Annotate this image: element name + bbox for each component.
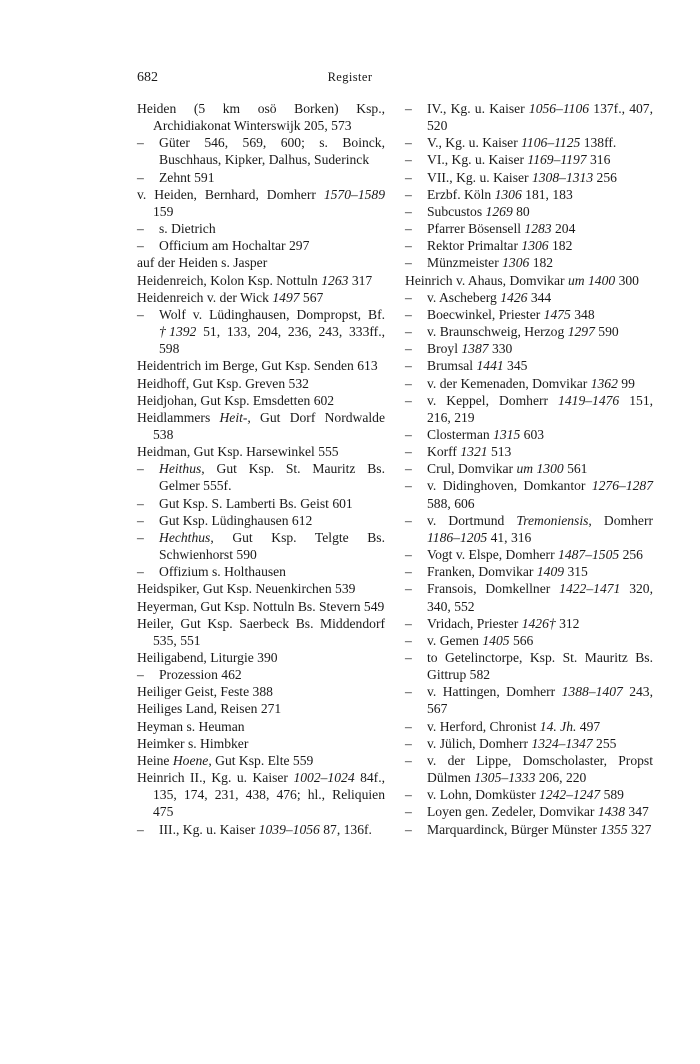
entry-text: Heyerman, Gut Ksp. Nottuln Bs. Stevern 549 [137, 598, 385, 614]
index-subentry [137, 134, 385, 168]
index-subentry [137, 495, 385, 512]
italic-text: 1269 [485, 203, 513, 219]
index-entry [137, 649, 385, 666]
entry-text: 345 [503, 358, 528, 374]
index-subentry [405, 392, 653, 426]
index-subentry [405, 460, 653, 477]
page-number: 682 [137, 70, 158, 85]
index-subentry [405, 426, 653, 443]
entry-text: Heidenreich v. der Wick [137, 289, 273, 305]
index-subentry [137, 529, 385, 563]
entry-text: III., Kg. u. Kaiser [159, 821, 259, 837]
italic-text: 1362 [590, 375, 618, 391]
entry-text: Heinrich II., Kg. u. Kaiser [137, 770, 294, 786]
entry-text: 561 [563, 461, 588, 477]
entry-text: 312 [555, 615, 580, 631]
index-subentry [137, 220, 385, 237]
index-subentry [405, 254, 653, 271]
index-subentry [137, 563, 385, 580]
entry-text: , Domherr [588, 512, 653, 528]
index-subentry [137, 169, 385, 186]
entry-text: 348 [570, 306, 595, 322]
index-entry [137, 735, 385, 752]
entry-text: IV., Kg. u. Kaiser [427, 101, 529, 116]
italic-text: 1306 [502, 255, 530, 271]
index-subentry [405, 443, 653, 460]
entry-text: 182 [529, 255, 554, 271]
index-entry [137, 375, 385, 392]
entry-text: Prozession 462 [159, 667, 242, 683]
italic-text: 1422–1471 [559, 581, 621, 597]
entry-text: 347 [625, 804, 649, 820]
entry-text: , Gut Dorf Nordwalde 538 [153, 409, 385, 442]
index-subentry [405, 340, 653, 357]
index-subentry [405, 546, 653, 563]
entry-text: Brumsal [427, 358, 477, 374]
entry-text: Güter 546, 569, 600; s. Boinck, Buschhaus, Kipker, Dalhus, Suderinck [159, 135, 385, 168]
italic-text: 1388–1407 [561, 684, 623, 700]
index-subentry [405, 237, 653, 254]
running-head: Register [327, 70, 373, 84]
index-subentry [405, 752, 653, 786]
entry-text: Heimker s. Himbker [137, 735, 249, 751]
entry-text: , Gut Ksp. Telgte Bs. Schwienhorst 590 [159, 529, 385, 563]
index-entry [137, 769, 385, 820]
entry-text: v. Lohn, Domküster [427, 787, 540, 803]
entry-text: Heiliges Land, Reisen 271 [137, 701, 282, 717]
entry-text: v. Hattingen, Domherr [427, 684, 562, 700]
italic-text: 1039–1056 [258, 821, 320, 837]
index-entry [137, 272, 385, 289]
entry-text: 138ff. [580, 135, 617, 151]
entry-text: Heidman, Gut Ksp. Harsewinkel 555 [137, 444, 339, 460]
italic-text: 1324–1347 [531, 735, 593, 751]
index-entry [137, 357, 385, 374]
index-subentry [405, 220, 653, 237]
entry-text: 204 [551, 221, 576, 237]
italic-text: 1283 [524, 221, 552, 237]
index-entry [137, 289, 385, 306]
entry-text: Rektor Primaltar [427, 238, 522, 254]
italic-text: Heit- [219, 409, 248, 425]
entry-text: Fransois, Domkellner [427, 581, 560, 597]
entry-text: 588, 606 [427, 495, 475, 511]
entry-text: v. Didinghoven, Domkantor [427, 478, 592, 494]
index-subentry [405, 100, 653, 134]
entry-text: 255 [592, 735, 617, 751]
index-subentry [405, 786, 653, 803]
entry-text: Heidhoff, Gut Ksp. Greven 532 [137, 375, 309, 391]
italic-text: 1186–1205 [427, 529, 488, 545]
entry-text: Gut Ksp. Lüdinghausen 612 [159, 512, 313, 528]
index-subentry [137, 821, 385, 838]
index-subentry [405, 803, 653, 820]
entry-text: Heyman s. Heuman [137, 718, 245, 734]
entry-text: Wolf v. Lüdinghausen, Dompropst, Bf. [159, 306, 385, 322]
index-subentry [137, 666, 385, 683]
entry-text: Offizium s. Holthausen [159, 564, 286, 580]
entry-text: 315 [564, 564, 588, 580]
entry-text: Franken, Domvikar [427, 564, 537, 580]
index-entry [137, 443, 385, 460]
entry-text: v. Jülich, Domherr [427, 735, 532, 751]
entry-text: Broyl [427, 341, 462, 357]
entry-text: Gut Ksp. S. Lamberti Bs. Geist 601 [159, 495, 353, 511]
italic-text: 1387 [461, 341, 489, 357]
italic-text: 1570–1589 [323, 186, 385, 202]
index-entry [137, 409, 385, 443]
italic-text: 1002–1024 [293, 770, 355, 786]
index-subentry [405, 289, 653, 306]
entry-text: 206, 220 [535, 770, 587, 786]
italic-text: 1305–1333 [474, 770, 536, 786]
italic-text: 1169–1197 [527, 152, 587, 168]
italic-text: 1306 [521, 238, 549, 254]
entry-text: v. Ascheberg [427, 289, 501, 305]
entry-text: Heiden (5 km osö Borken) Ksp., Archidiakonat Winterswijk 205, 573 [137, 101, 385, 134]
entry-text: 590 [594, 324, 619, 340]
italic-text: 1419–1476 [558, 392, 620, 408]
entry-text: 159 [153, 203, 174, 219]
index-entry [137, 580, 385, 597]
italic-text: 1426 [500, 289, 528, 305]
italic-text: †1392 [159, 324, 197, 340]
entry-text: Vridach, Priester [427, 615, 522, 631]
index-subentry [405, 512, 653, 546]
entry-text: v. Braunschweig, Herzog [427, 324, 568, 340]
entry-text: 320, 340, 552 [427, 581, 653, 614]
entry-text: Erzbf. Köln [427, 186, 495, 202]
entry-text: 589 [600, 787, 624, 803]
entry-text: v. Herford, Chronist [427, 718, 540, 734]
index-entry [137, 718, 385, 735]
index-subentry [405, 375, 653, 392]
index-subentry [405, 151, 653, 168]
entry-text: v. Keppel, Domherr [427, 392, 559, 408]
index-subentry [137, 460, 385, 494]
index-entry [137, 598, 385, 615]
left-column [137, 100, 385, 838]
entry-text: v. der Kemenaden, Domvikar [427, 375, 591, 391]
entry-text: Heidenreich, Kolon Ksp. Nottuln [137, 272, 322, 288]
entry-text: 182 [548, 238, 573, 254]
entry-text: Heinrich v. Ahaus, Domvikar [405, 272, 568, 288]
right-column [405, 100, 653, 838]
index-entry [137, 392, 385, 409]
entry-text: v. Heiden, Bernhard, Domherr [137, 186, 324, 202]
italic-text: 1297 [567, 324, 595, 340]
index-subentry [405, 649, 653, 683]
index-subentry [405, 735, 653, 752]
entry-text: Heidjohan, Gut Ksp. Emsdetten 602 [137, 392, 335, 408]
entry-text: to Getelinctorpe, Ksp. St. Mauritz Bs. Gittrup 582 [427, 650, 653, 683]
entry-text: Heidentrich im Berge, Gut Ksp. Senden 613 [137, 358, 378, 374]
italic-text: 1409 [536, 564, 565, 580]
index-subentry [405, 186, 653, 203]
italic-text: 1475 [543, 306, 571, 322]
entry-text: 80 [512, 203, 530, 219]
entry-text: Heidspiker, Gut Ksp. Neuenkirchen 539 [137, 581, 356, 597]
entry-text: 497 [576, 718, 601, 734]
index-subentry [405, 632, 653, 649]
index-subentry [405, 477, 653, 511]
italic-text: 1263 [321, 272, 349, 288]
entry-text: Heiler, Gut Ksp. Saerbeck Bs. Middendorf 535, 551 [137, 615, 385, 648]
index-subentry [405, 821, 653, 838]
entry-text: Marquardinck, Bürger Münster [427, 821, 601, 837]
entry-text: Heiligabend, Liturgie 390 [137, 650, 278, 665]
index-subentry [405, 563, 653, 580]
entry-text: Subcustos [427, 203, 486, 219]
entry-text: Crul, Domvikar [427, 461, 517, 477]
entry-text: 151, 216, 219 [427, 392, 654, 425]
entry-text: V., Kg. u. Kaiser [427, 135, 522, 151]
italic-text: 1355 [600, 821, 628, 837]
italic-text: 1306 [494, 186, 522, 202]
italic-text: 14. Jh. [539, 718, 577, 734]
index-subentry [405, 718, 653, 735]
entry-text: Heiliger Geist, Feste 388 [137, 684, 273, 700]
entry-text: 137f., 407, 520 [427, 101, 653, 134]
entry-text: 513 [487, 444, 512, 460]
index-subentry [405, 306, 653, 323]
italic-text: um 1400 [567, 272, 616, 288]
entry-text: 603 [520, 426, 545, 442]
entry-text: s. Dietrich [159, 221, 216, 237]
index-subentry [405, 134, 653, 151]
entry-text: 256 [593, 169, 617, 185]
entry-text: Heidlammers [137, 409, 220, 425]
index-entry [137, 254, 385, 271]
entry-text: Zehnt 591 [159, 169, 215, 185]
entry-text: 566 [509, 632, 534, 648]
italic-text: 1405 [482, 632, 510, 648]
entry-text: Loyen gen. Zedeler, Domvikar [427, 804, 598, 820]
italic-text: 1441 [476, 358, 504, 374]
index-subentry [405, 683, 653, 717]
italic-text: 1438 [597, 804, 626, 820]
index-subentry [405, 580, 653, 614]
entry-text: 41, 316 [487, 529, 532, 545]
italic-text: 1276–1287 [591, 478, 653, 494]
entry-text: , Gut Ksp. St. Mauritz Bs. Gelmer 555f. [159, 461, 385, 494]
entry-text: 344 [527, 289, 552, 305]
entry-text: v. der Lippe, Domscholaster, Propst Dülmen [427, 752, 653, 786]
entry-text: 51, 133, 204, 236, 243, 333ff., 598 [159, 324, 385, 357]
italic-text: 1106–1125 [521, 135, 581, 151]
index-entry [137, 683, 385, 700]
entry-text: VI., Kg. u. Kaiser [427, 152, 528, 168]
entry-text: Officium am Hochaltar 297 [159, 238, 310, 254]
entry-text: 243, 567 [427, 684, 653, 717]
entry-text: 330 [488, 341, 513, 357]
index-entry [137, 186, 385, 220]
index-subentry [405, 203, 653, 220]
italic-text: 1426† [521, 615, 556, 631]
index-entry [137, 752, 385, 769]
italic-text: 1487–1505 [558, 547, 620, 563]
index-subentry [137, 306, 385, 357]
italic-text: 1497 [272, 289, 300, 305]
entry-text: v. Dortmund [427, 512, 517, 528]
entry-text: auf der Heiden s. Jasper [137, 255, 268, 271]
entry-text: 84f., 135, 174, 231, 438, 476; hl., Reliquien 475 [153, 770, 385, 820]
italic-text: 1315 [493, 426, 521, 442]
index-subentry [137, 237, 385, 254]
italic-text: Heithus [159, 461, 202, 477]
entry-text: Closterman [427, 426, 494, 442]
entry-text: Pfarrer Bösensell [427, 221, 525, 237]
italic-text: 1308–1313 [531, 169, 594, 185]
entry-text: 256 [619, 547, 643, 563]
entry-text: Heine [137, 752, 173, 768]
entry-text: v. Gemen [427, 632, 483, 648]
italic-text: Tremoniensis [516, 512, 589, 528]
entry-text: 327 [627, 821, 652, 837]
index-subentry [405, 323, 653, 340]
italic-text: Hoene [172, 752, 209, 768]
entry-text: VII., Kg. u. Kaiser [427, 169, 532, 185]
italic-text: 1242–1247 [539, 787, 601, 803]
index-subentry [405, 615, 653, 632]
entry-text: 300 [615, 272, 639, 288]
entry-text: 87, 136f. [319, 821, 372, 837]
italic-text: um 1300 [516, 461, 564, 477]
entry-text: Korff [427, 444, 461, 460]
entry-text: Vogt v. Elspe, Domherr [427, 547, 559, 563]
entry-text: Boecwinkel, Priester [427, 306, 544, 322]
entry-text: 317 [348, 272, 373, 288]
entry-text: Münzmeister [427, 255, 503, 271]
entry-text: 567 [299, 289, 324, 305]
index-entry [137, 615, 385, 649]
index-entry [137, 100, 385, 134]
index-subentry [137, 512, 385, 529]
index-subentry [405, 357, 653, 374]
entry-text: 181, 183 [521, 186, 573, 202]
italic-text: Hechthus [159, 529, 211, 545]
index-entry [405, 272, 653, 289]
italic-text: 1056–1106 [528, 101, 590, 116]
entry-text: 316 [586, 152, 611, 168]
index-entry [137, 700, 385, 717]
italic-text: 1321 [460, 444, 488, 460]
entry-text: 99 [617, 375, 635, 391]
index-subentry [405, 169, 653, 186]
entry-text: , Gut Ksp. Elte 559 [208, 752, 314, 768]
